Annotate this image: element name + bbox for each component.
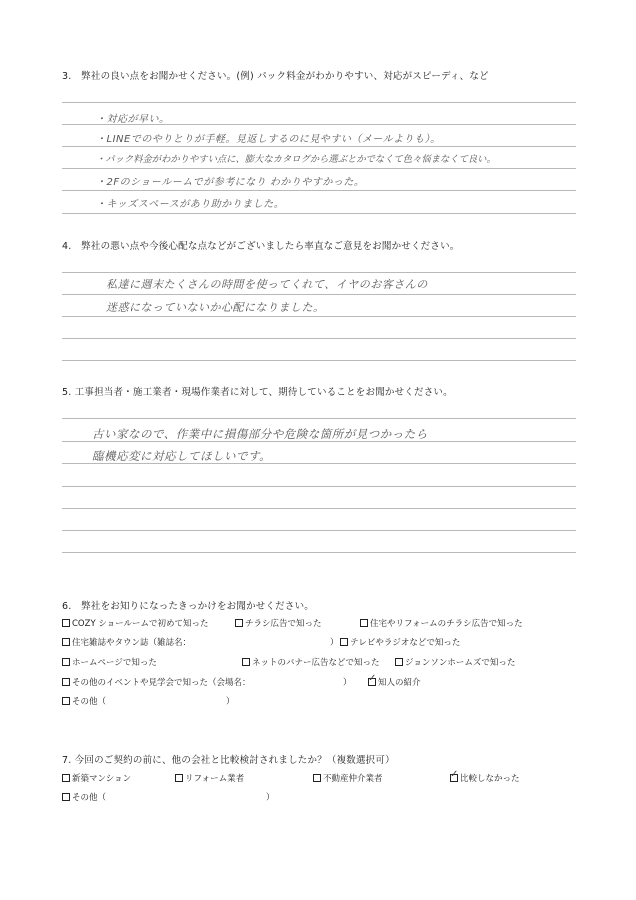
rule — [62, 294, 576, 295]
q6-option-tv-radio[interactable]: テレビやラジオなどで知った — [340, 636, 460, 648]
q6-option-housing-flyer[interactable]: 住宅やリフォームのチラシ広告で知った — [360, 617, 523, 629]
rule — [62, 552, 576, 553]
q7-option-no-comparison[interactable]: ✓ 比較しなかった — [450, 768, 520, 784]
q5-title: 5. 工事担当者・施工業者・現場作業者に対して、期待していることをお聞かせください。 — [62, 387, 453, 398]
q6-title: 6. 弊社をお知りになったきっかけをお聞かせください。 — [62, 601, 314, 612]
q7-option-real-estate-agent[interactable]: 不動産仲介業者 — [313, 772, 383, 784]
rule — [62, 508, 576, 509]
q6-option-event[interactable]: その他のイベントや見学会で知った（会場名： — [62, 676, 251, 688]
rule — [62, 360, 576, 361]
rule — [62, 213, 576, 214]
q6-option-magazine[interactable]: 住宅雑誌やタウン誌（雑誌名： — [62, 636, 191, 648]
q3-answer-line: ・LINEでのやりとりが手軽。見返しするのに見やすい（メールよりも）。 — [96, 134, 441, 145]
q7-option-new-condo[interactable]: 新築マンション — [62, 772, 131, 784]
q5-answer-line: 古い家なので、作業中に損傷部分や危険な箇所が見つかったら — [92, 427, 428, 441]
q7-option-other[interactable]: その他（ — [62, 791, 106, 803]
rule — [62, 338, 576, 339]
q3-answer-line: ・キッズスペースがあり助かりました。 — [96, 199, 285, 210]
q6-option-johnson-homes[interactable]: ジョンソンホームズで知った — [395, 656, 515, 668]
q6-option-web-banner[interactable]: ネットのバナー広告などで知った — [242, 656, 380, 668]
q3-title: 3. 弊社の良い点をお聞かせください。(例) パック料金がわかりやすい、対応がスピーディ、など — [62, 71, 489, 82]
q6-other-close-paren: ） — [226, 697, 235, 707]
q6-option-homepage[interactable]: ホームページで知った — [62, 656, 157, 668]
q6-option-cozy[interactable]: COZY ショールームで初めて知った — [62, 617, 209, 629]
check-mark-icon: ✓ — [368, 672, 377, 684]
rule — [62, 190, 576, 191]
q4-answer-line: 迷惑になっていないか心配になりました。 — [106, 301, 325, 314]
q7-title: 7. 今回のご契約の前に、他の会社と比較検討されましたか？（複数選択可） — [62, 755, 395, 766]
q3-answer-line: ・2Fのショールームでが参考になり わかりやすかった。 — [96, 177, 365, 188]
rule — [62, 418, 576, 419]
check-mark-icon: ✓ — [450, 768, 459, 780]
q4-title: 4. 弊社の悪い点や今後心配な点などがございましたら率直なご意見をお聞かせください。 — [62, 241, 460, 252]
q6-magazine-close-paren: ） — [330, 638, 339, 648]
q4-answer-line: 私達に週末たくさんの時間を使ってくれて、イヤのお客さんの — [106, 278, 428, 291]
rule — [62, 102, 576, 103]
q6-event-close-paren: ） — [343, 678, 352, 688]
q6-option-flyer[interactable]: チラシ広告で知った — [235, 617, 322, 629]
q7-other-close-paren: ） — [266, 793, 275, 803]
rule — [62, 146, 576, 147]
rule — [62, 316, 576, 317]
q7-option-reform-company[interactable]: リフォーム業者 — [175, 772, 244, 784]
q6-option-acquaintance[interactable]: ✓ 知人の紹介 — [368, 672, 421, 688]
q6-option-other[interactable]: その他（ — [62, 695, 106, 707]
rule — [62, 486, 576, 487]
q3-answer-line: ・対応が早い。 — [96, 114, 170, 125]
q5-answer-line: 臨機応変に対応してほしいです。 — [92, 449, 272, 463]
rule — [62, 272, 576, 273]
rule — [62, 530, 576, 531]
q3-answer-line: ・パック料金がわかりやすい点に、膨大なカタログから選ぶとかでなくて色々悩まなくて良い。 — [96, 154, 496, 165]
rule — [62, 168, 576, 169]
